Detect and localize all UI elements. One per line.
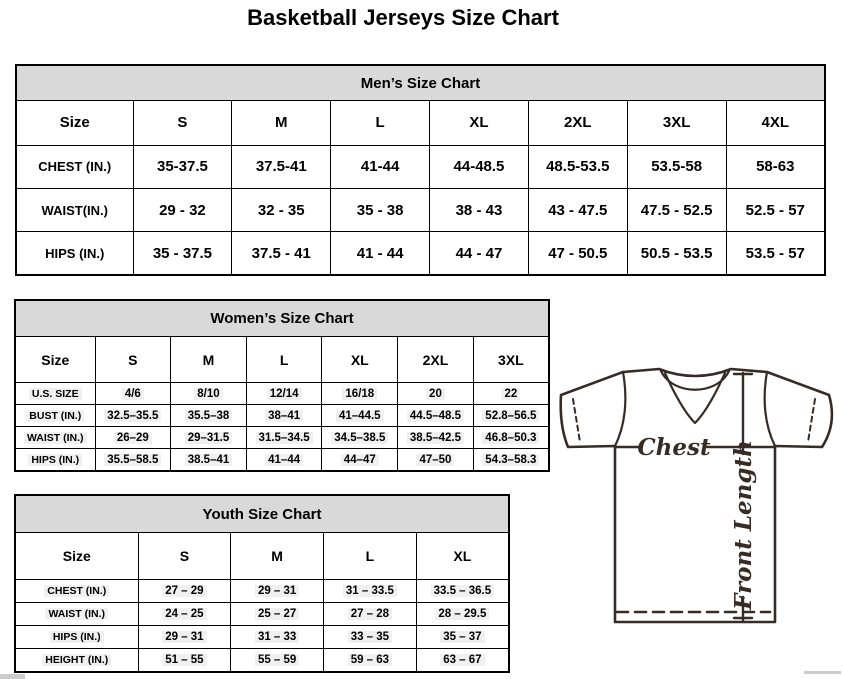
womens-cell-text: 22 [501, 388, 520, 400]
womens-row-label [15, 405, 95, 427]
mens-cell [627, 188, 726, 231]
womens-size-chart-table [14, 299, 550, 472]
womens-cell [398, 427, 474, 449]
youth-column-header-size: Size [15, 533, 138, 580]
youth-row-label [15, 626, 138, 649]
womens-cell [171, 449, 247, 471]
mens-cell [627, 145, 726, 188]
womens-cell [95, 449, 171, 471]
youth-table-row [15, 603, 509, 626]
mens-header-row [16, 101, 825, 145]
mens-cell-text: 50.5 - 53.5 [640, 244, 713, 262]
youth-cell-text: 59 – 63 [348, 654, 392, 666]
mens-cell-text: 53.5-58 [651, 158, 703, 176]
mens-cell [627, 232, 726, 275]
youth-cell [324, 580, 417, 603]
womens-header-row [15, 337, 549, 383]
womens-table-row [15, 405, 549, 427]
youth-cell [138, 580, 231, 603]
womens-cell [171, 427, 247, 449]
womens-cell [398, 383, 474, 405]
womens-cell-text: 4/6 [122, 388, 144, 400]
mens-cell-text: 38 - 43 [455, 201, 503, 219]
mens-row-label-text: WAIST(IN.) [41, 202, 108, 218]
youth-cell-text: 27 – 28 [348, 608, 392, 620]
mens-cell-text: 47.5 - 52.5 [640, 201, 713, 219]
mens-cell-text: 48.5-53.5 [546, 158, 610, 176]
youth-row-label-text: WAIST (IN.) [45, 608, 108, 620]
womens-cell [246, 427, 322, 449]
youth-cell-text: 35 – 37 [440, 631, 484, 643]
mens-cell-text: 52.5 - 57 [745, 201, 805, 219]
womens-cell-text: 44.5–48.5 [407, 410, 464, 422]
womens-column-header-xl: XL [322, 337, 398, 383]
womens-cell-text: 35.5–38 [185, 410, 233, 422]
mens-cell-text: 58-63 [756, 158, 795, 176]
mens-cell-text: 29 - 32 [159, 201, 206, 219]
womens-cell-text: 8/10 [194, 388, 222, 400]
mens-row-label-text: HIPS (IN.) [45, 245, 105, 261]
womens-cell [246, 383, 322, 405]
mens-cell-text: 41 - 44 [356, 244, 404, 262]
womens-cell [171, 383, 247, 405]
youth-cell-text: 55 – 59 [255, 654, 299, 666]
mens-cell-text: 37.5 - 41 [251, 244, 311, 262]
womens-cell [398, 405, 474, 427]
jersey-diagram [553, 360, 835, 645]
youth-cell-text: 25 – 27 [255, 608, 299, 620]
mens-cell-text: 35 - 38 [356, 201, 404, 219]
mens-cell [133, 188, 232, 231]
mens-cell [528, 232, 627, 275]
womens-cell [246, 449, 322, 471]
womens-cell-text: 34.5–38.5 [331, 432, 388, 444]
youth-cell-text: 33.5 – 36.5 [431, 585, 495, 597]
mens-cell-text: 44 - 47 [455, 244, 503, 262]
womens-cell [322, 449, 398, 471]
mens-row-label [16, 188, 133, 231]
womens-table [14, 299, 550, 472]
mens-cell-text: 47 - 50.5 [548, 244, 608, 262]
youth-row-label-text: HIPS (IN.) [50, 631, 104, 643]
womens-cell-text: 12/14 [267, 388, 302, 400]
womens-cell-text: 41–44 [265, 454, 303, 466]
womens-cell [95, 405, 171, 427]
youth-cell-text: 31 – 33.5 [343, 585, 397, 597]
mens-column-header-4xl: 4XL [726, 101, 825, 145]
mens-title-row [16, 65, 825, 101]
youth-cell [231, 649, 324, 672]
mens-cell-text: 37.5-41 [255, 158, 307, 176]
mens-row-label [16, 145, 133, 188]
womens-column-header-2xl: 2XL [398, 337, 474, 383]
youth-title-row [15, 495, 509, 533]
mens-cell-text: 35 - 37.5 [152, 244, 213, 262]
mens-cell [726, 145, 825, 188]
mens-cell [331, 145, 430, 188]
mens-cell [133, 232, 232, 275]
youth-cell [138, 603, 231, 626]
mens-cell [528, 145, 627, 188]
womens-cell-text: 31.5–34.5 [256, 432, 313, 444]
mens-cell [232, 188, 331, 231]
youth-cell-text: 33 – 35 [348, 631, 392, 643]
mens-column-header-l: L [331, 101, 430, 145]
womens-cell [322, 405, 398, 427]
mens-cell [528, 188, 627, 231]
youth-cell-text: 31 – 33 [255, 631, 299, 643]
womens-column-header-m: M [171, 337, 247, 383]
youth-cell [416, 580, 509, 603]
womens-cell [246, 405, 322, 427]
womens-row-label-text: BUST (IN.) [26, 410, 84, 422]
youth-table-row [15, 580, 509, 603]
womens-cell-text: 38–41 [265, 410, 303, 422]
womens-column-header-3xl: 3XL [473, 337, 549, 383]
mens-row-label-text: CHEST (IN.) [38, 159, 112, 175]
mens-cell-text: 32 - 35 [257, 201, 305, 219]
front-length-label: Front Length [730, 440, 757, 610]
womens-cell-text: 38.5–42.5 [407, 432, 464, 444]
womens-row-label-text: U.S. SIZE [29, 388, 82, 400]
mens-cell-text: 44-48.5 [453, 158, 505, 176]
womens-cell-text: 54.3–58.3 [482, 454, 539, 466]
youth-cell [416, 626, 509, 649]
jersey-outline [561, 369, 832, 622]
mens-row-label [16, 232, 133, 275]
page-title: Basketball Jerseys Size Chart [247, 5, 559, 30]
mens-cell [430, 145, 529, 188]
chest-label: Chest [637, 434, 711, 461]
youth-column-header-l: L [324, 533, 417, 580]
mens-cell [232, 145, 331, 188]
youth-cell-text: 51 – 55 [162, 654, 206, 666]
mens-column-header-xl: XL [430, 101, 529, 145]
mens-column-header-size: Size [16, 101, 133, 145]
womens-cell-text: 44–47 [341, 454, 379, 466]
youth-cell [416, 603, 509, 626]
scrollbar-fragment-left[interactable] [0, 674, 25, 679]
mens-cell [133, 145, 232, 188]
youth-cell-text: 28 – 29.5 [435, 608, 489, 620]
mens-column-header-3xl: 3XL [627, 101, 726, 145]
womens-row-label-text: WAIST (IN.) [24, 432, 87, 444]
youth-column-header-m: M [231, 533, 324, 580]
youth-title: Youth Size Chart [15, 495, 509, 533]
mens-cell-text: 43 - 47.5 [548, 201, 608, 219]
womens-row-label-text: HIPS (IN.) [28, 454, 82, 466]
womens-table-row [15, 427, 549, 449]
womens-cell [473, 449, 549, 471]
youth-row-label [15, 603, 138, 626]
womens-cell-text: 35.5–58.5 [104, 454, 161, 466]
youth-cell [324, 626, 417, 649]
youth-row-label-text: HEIGHT (IN.) [42, 654, 111, 666]
youth-cell [324, 649, 417, 672]
womens-cell-text: 32.5–35.5 [104, 410, 161, 422]
youth-column-header-xl: XL [416, 533, 509, 580]
youth-cell [416, 649, 509, 672]
mens-cell-text: 35-37.5 [156, 158, 208, 176]
womens-cell-text: 38.5–41 [185, 454, 233, 466]
mens-column-header-s: S [133, 101, 232, 145]
youth-cell [324, 603, 417, 626]
youth-cell [231, 603, 324, 626]
mens-cell [232, 232, 331, 275]
youth-cell-text: 24 – 25 [162, 608, 206, 620]
womens-cell [473, 427, 549, 449]
youth-row-label [15, 580, 138, 603]
womens-cell [322, 383, 398, 405]
womens-cell [322, 427, 398, 449]
mens-cell-text: 53.5 - 57 [745, 244, 805, 262]
mens-title: Men’s Size Chart [16, 65, 825, 101]
youth-table-row [15, 626, 509, 649]
mens-cell [430, 232, 529, 275]
mens-cell [726, 188, 825, 231]
mens-cell [331, 232, 430, 275]
womens-cell-text: 20 [426, 388, 445, 400]
womens-column-header-l: L [246, 337, 322, 383]
youth-header-row [15, 533, 509, 580]
mens-column-header-2xl: 2XL [528, 101, 627, 145]
youth-cell-text: 29 – 31 [255, 585, 299, 597]
mens-table [15, 64, 826, 276]
youth-cell [138, 626, 231, 649]
mens-cell-text: 41-44 [360, 158, 400, 176]
womens-cell-text: 52.8–56.5 [482, 410, 539, 422]
mens-table-row [16, 145, 825, 188]
mens-cell [726, 232, 825, 275]
womens-cell-text: 26–29 [114, 432, 152, 444]
womens-row-label [15, 383, 95, 405]
womens-cell [95, 383, 171, 405]
youth-cell [231, 626, 324, 649]
youth-table-row [15, 649, 509, 672]
mens-cell [430, 188, 529, 231]
womens-cell [398, 449, 474, 471]
youth-cell-text: 63 – 67 [440, 654, 484, 666]
womens-column-header-size: Size [15, 337, 95, 383]
womens-cell-text: 29–31.5 [185, 432, 233, 444]
womens-cell [171, 405, 247, 427]
mens-cell [331, 188, 430, 231]
mens-table-row [16, 232, 825, 275]
youth-table [14, 494, 510, 673]
mens-table-row [16, 188, 825, 231]
womens-table-row [15, 383, 549, 405]
mens-size-chart-table [15, 64, 826, 276]
youth-cell [138, 649, 231, 672]
youth-row-label-text: CHEST (IN.) [44, 585, 109, 597]
youth-cell-text: 27 – 29 [162, 585, 206, 597]
youth-column-header-s: S [138, 533, 231, 580]
womens-title: Women’s Size Chart [15, 300, 549, 337]
womens-cell [473, 383, 549, 405]
womens-cell [95, 427, 171, 449]
youth-row-label [15, 649, 138, 672]
womens-cell [473, 405, 549, 427]
scrollbar-fragment-right[interactable] [804, 671, 841, 674]
youth-cell-text: 29 – 31 [162, 631, 206, 643]
youth-size-chart-table [14, 494, 510, 672]
womens-cell-text: 16/18 [342, 388, 377, 400]
mens-column-header-m: M [232, 101, 331, 145]
womens-cell-text: 47–50 [416, 454, 454, 466]
womens-cell-text: 46.8–50.3 [482, 432, 539, 444]
womens-title-row [15, 300, 549, 337]
womens-cell-text: 41–44.5 [336, 410, 384, 422]
womens-column-header-s: S [95, 337, 171, 383]
womens-row-label [15, 427, 95, 449]
youth-cell [231, 580, 324, 603]
womens-table-row [15, 449, 549, 471]
womens-row-label [15, 449, 95, 471]
